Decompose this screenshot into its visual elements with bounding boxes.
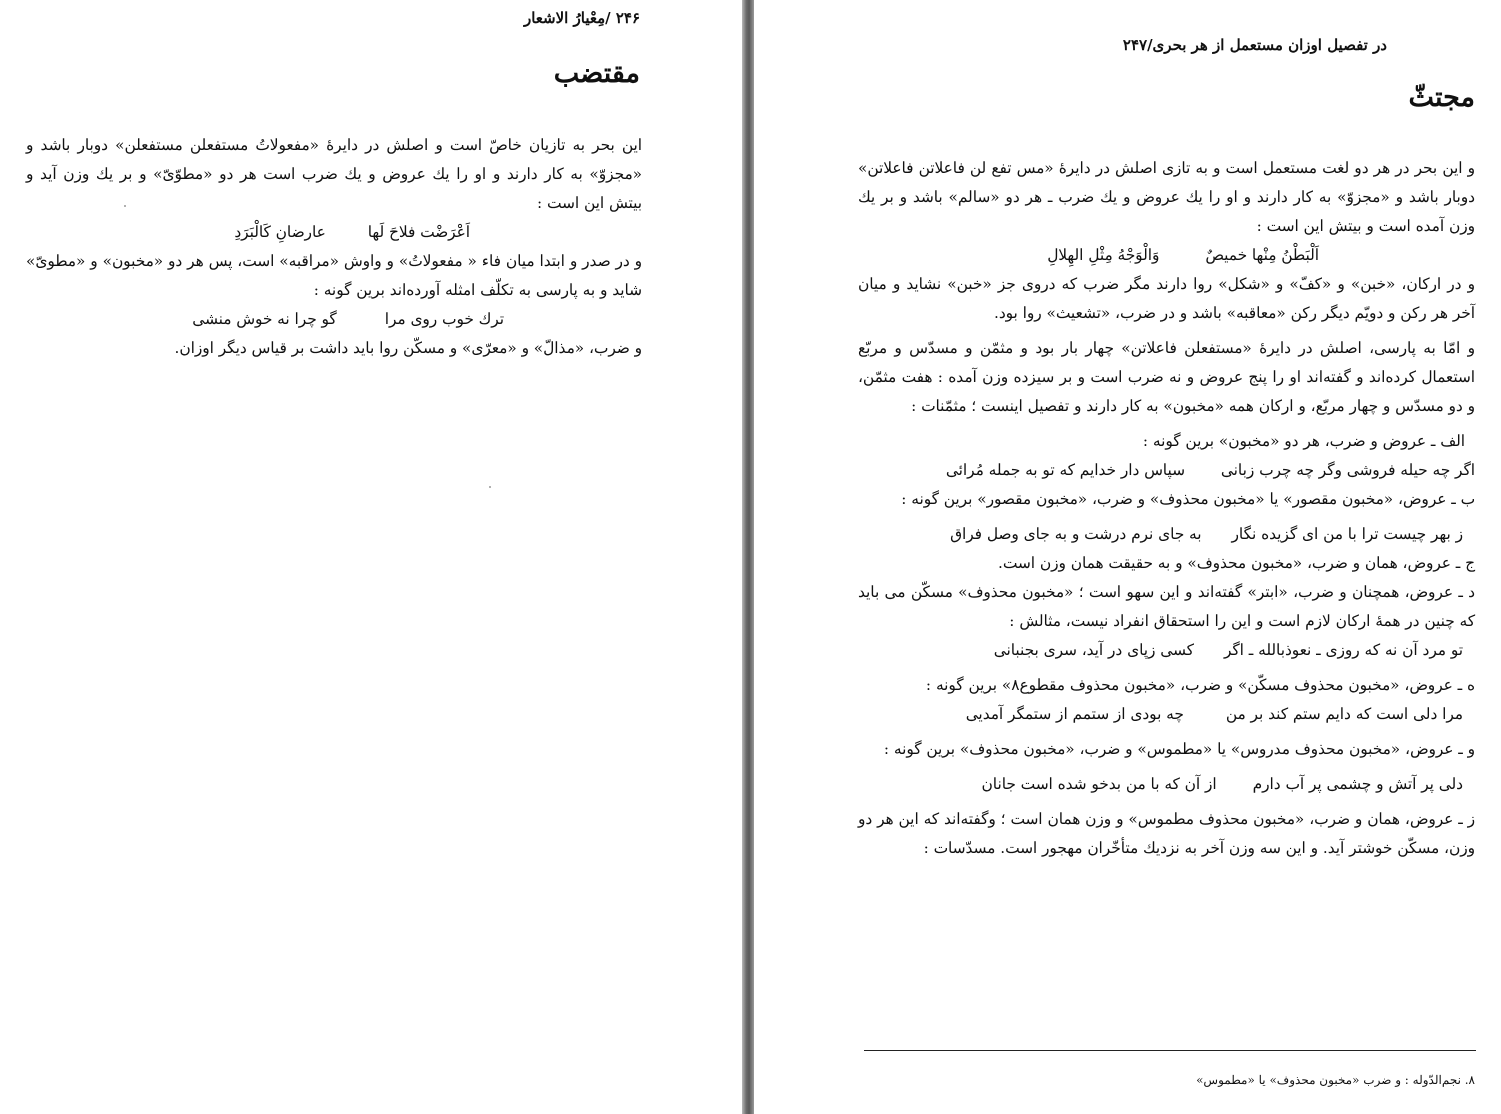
verse-hemistich-second: از آن که با من بدخو شده است جانان [981, 775, 1217, 793]
section-ze: ز ـ عروض، همان و ضرب، «مخبون محذوف مطموس» و وزن همان است ؛ وگفته‌اند که این هر دو وزن، مسکّن خوشتر آید. و این سه وزن آخر به نزدیك متأخّران مهجور است. مسدّسات : [858, 810, 1475, 857]
footnote: ۸. نجم‌الدّوله : و ضرب «مخبون محذوف» یا «مطموس» [1196, 1073, 1475, 1087]
verse-hemistich-first: اَعْرَضْت فلاحَ لَها [367, 223, 470, 241]
verse [858, 241, 1475, 270]
section-alef: الف ـ عروض و ضرب، هر دو «مخبون» برین گونه : [1142, 432, 1465, 450]
section-dal: د ـ عروض، همچنان و ضرب، «ابتر» گفته‌اند و این سهو است ؛ «مخبون محذوف» مسکّن می باید که چنین در همهٔ ارکان لازم است و این را استحقاق انفراد نیست، مثالش : [858, 583, 1475, 630]
verse-hemistich-second: کسی زپای در آید، سری بجنبانی [993, 641, 1194, 659]
left-running-head: ۲۴۶ /مِعْیارُ الاشعار [523, 9, 640, 27]
verse-hemistich-first: اَلْبَطْنُ مِنْها خمیصٌ [1205, 246, 1319, 264]
paragraph: این بحر به تازیان خاصّ است و اصلش در دایرهٔ «مفعولاتُ مستفعلن مستفعلن» دوبار باشد و «مجزوّ» به کار دارند و او را یك عروض و یك ضرب است هر دو «مطوّیّ» و بر یك وزن آید و بیتش این است : [26, 136, 642, 212]
verse [858, 456, 1475, 485]
paragraph: و امّا به پارسی، اصلش در دایرهٔ «مستفعلن فاعلاتن» چهار بار بود و مثمّن و مسدّس و مربّع استعمال کرده‌اند و گفته‌اند او را پنج عروض و نه ضرب است و بر سیزده وزن آمده : هفت مثمّن، و دو مسدّس و چهار مربّع، و ارکان همه «مخبون» به کار دارند و تفصیل اینست ؛ مثمّنات : [858, 339, 1475, 415]
right-body-text [858, 154, 1475, 863]
paragraph: و این بحر در هر دو لغت مستعمل است و به تازی اصلش در دایرهٔ «مس تفع لن فاعلاتن فاعلاتن» دوبار باشد و «مجزوّ» به کار دارند و او را یك عروض و یك ضرب ـ هر دو «سالم» باشد و بر یك وزن آمده است و بیتش این است : [858, 159, 1475, 235]
verse-hemistich-second: سپاس دار خدایم که تو به جمله مُرائی [945, 461, 1185, 479]
verse-hemistich-second: عارضانِ کَالْبَرَدِ [234, 223, 326, 241]
verse-hemistich-second: به جای نرم درشت و به جای وصل فراق [950, 525, 1202, 543]
left-page [0, 0, 742, 1114]
verse [858, 700, 1475, 729]
section-vav: و ـ عروض، «مخبون محذوف مدروس» یا «مطموس» و ضرب، «مخبون محذوف» برین گونه : [883, 740, 1475, 758]
section-be: ب ـ عروض، «مخبون مقصور» یا «مخبون محذوف» و ضرب، «مخبون مقصور» برین گونه : [901, 490, 1475, 508]
verse-hemistich-second: چه بودی از ستمم از ستمگر آمدیی [965, 705, 1184, 723]
section-jim: ج ـ عروض، همان و ضرب، «مخبون محذوف» و به حقیقت همان وزن است. [998, 554, 1475, 572]
left-body-text [26, 131, 642, 363]
right-page [754, 0, 1501, 1114]
verse [858, 770, 1475, 799]
verse [858, 636, 1475, 665]
verse-hemistich-second: گو چرا نه خوش منشی [192, 310, 337, 328]
scan-speck [489, 486, 491, 488]
scan-speck [124, 205, 126, 207]
right-running-head: در تفصیل اوزان مستعمل از هر بحری/۲۴۷ [1122, 36, 1387, 54]
verse-hemistich-first: ز بهر چیست ترا با من ای گزیده نگار [1231, 525, 1463, 543]
verse [26, 305, 642, 334]
book-spine [742, 0, 754, 1114]
section-he: ه ـ عروض، «مخبون محذوف مسکّن» و ضرب، «مخبون محذوف مقطوع۸» برین گونه : [925, 676, 1475, 694]
verse [858, 520, 1475, 549]
paragraph: و ضرب، «مذالّ» و «معرّی» و مسکّن روا باید داشت بر قیاس دیگر اوزان. [174, 339, 642, 357]
right-section-title: مجتثّ [1408, 82, 1475, 113]
verse [26, 218, 642, 247]
verse-hemistich-first: تو مرد آن نه که روزی ـ نعوذبالله ـ اگر [1223, 641, 1463, 659]
footnote-rule [864, 1050, 1476, 1051]
left-section-title: مقتضب [553, 58, 640, 89]
verse-hemistich-first: دلی پر آتش و چشمی پر آب دارم [1252, 775, 1463, 793]
verse-hemistich-first: ترك خوب روی مرا [384, 310, 504, 328]
verse-hemistich-first: اگر چه حیله فروشی وگر چه چرب زبانی [1220, 461, 1475, 479]
verse-hemistich-second: وَالْوَجْهُ مِثْلِ الهِلالِ [1047, 246, 1160, 264]
paragraph: و در صدر و ابتدا میان فاء « مفعولاتُ» و واوش «مراقبه» است، پس هر دو «مخبون» و «مطویّ» شاید و به پارسی به تکلّف امثله آورده‌اند برین گونه : [26, 252, 642, 299]
verse-hemistich-first: مرا دلی است که دایم ستم کند بر من [1225, 705, 1463, 723]
paragraph: و در ارکان، «خبن» و «کفّ» و «شکل» روا دارند مگر ضرب که دروی جز «خبن» نشاید و میان آخر هر رکن و دویّم دیگر رکن «معاقبه» باشد و در ضرب، «تشعیث» روا بود. [858, 275, 1475, 322]
